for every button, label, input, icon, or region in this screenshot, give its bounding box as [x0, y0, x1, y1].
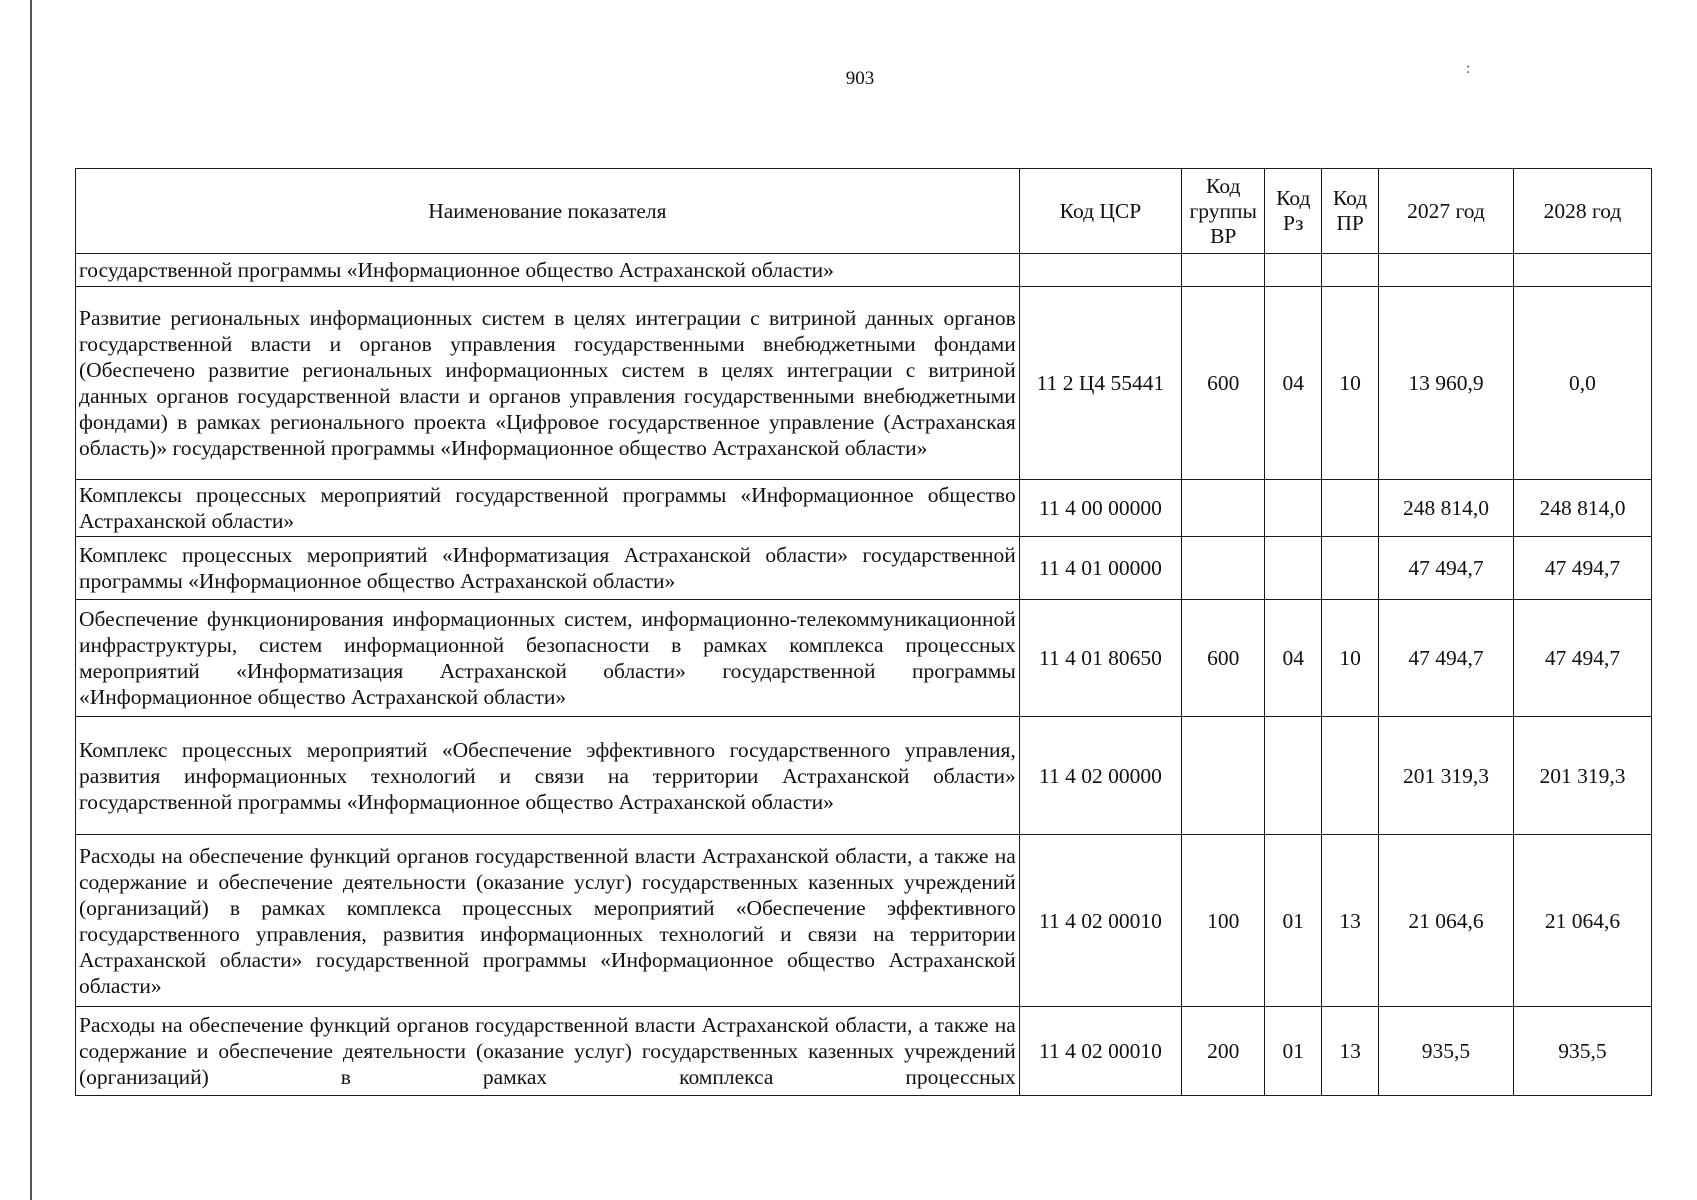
- row-vr: 600: [1182, 287, 1265, 480]
- table-row: [76, 537, 1652, 600]
- row-vr: [1182, 254, 1265, 287]
- row-rz: 04: [1265, 600, 1322, 717]
- row-name: Комплекс процессных мероприятий «Информатизация Астраханской области» государственной программы «Информационное общество Астраханской области»: [76, 537, 1020, 600]
- row-csr: 11 2 Ц4 55441: [1019, 287, 1181, 480]
- table-row: [76, 1007, 1652, 1096]
- row-2028: 201 319,3: [1513, 717, 1651, 835]
- row-vr: [1182, 480, 1265, 537]
- row-rz: 01: [1265, 835, 1322, 1007]
- table-row: [76, 717, 1652, 835]
- row-2028: 47 494,7: [1513, 600, 1651, 717]
- row-pr: 10: [1322, 287, 1379, 480]
- table-row: [76, 600, 1652, 717]
- row-csr: [1019, 254, 1181, 287]
- row-name: государственной программы «Информационное общество Астраханской области»: [76, 254, 1020, 287]
- row-2028: 21 064,6: [1513, 835, 1651, 1007]
- page-number: 903: [845, 68, 875, 89]
- table-header-row: [76, 169, 1652, 254]
- row-pr: 10: [1322, 600, 1379, 717]
- row-name: Комплексы процессных мероприятий государственной программы «Информационное общество Астраханской области»: [76, 480, 1020, 537]
- row-pr: [1322, 480, 1379, 537]
- row-rz: [1265, 537, 1322, 600]
- row-csr: 11 4 01 80650: [1019, 600, 1181, 717]
- row-2027: 47 494,7: [1378, 600, 1513, 717]
- row-rz: [1265, 717, 1322, 835]
- budget-table: [75, 168, 1652, 1096]
- column-header-rz: Код Рз: [1265, 169, 1322, 254]
- row-2027: 13 960,9: [1378, 287, 1513, 480]
- table-row: [76, 287, 1652, 480]
- column-header-csr: Код ЦСР: [1019, 169, 1181, 254]
- row-vr: 600: [1182, 600, 1265, 717]
- row-vr: 100: [1182, 835, 1265, 1007]
- row-name: Расходы на обеспечение функций органов государственной власти Астраханской области, а также на содержание и обеспечение деятельности (оказание услуг) государственных казенных учреждений (организаций) в рамках комплекса процессных: [76, 1007, 1020, 1096]
- row-2027: 201 319,3: [1378, 717, 1513, 835]
- column-header-vr: Код группы ВР: [1182, 169, 1265, 254]
- row-name: Комплекс процессных мероприятий «Обеспечение эффективного государственного управления, развития информационных технологий и связи на территории Астраханской области» государственной программы «Информационное общество Астраханской области»: [76, 717, 1020, 835]
- page-margin-rule: [30, 0, 32, 1200]
- row-2028: 248 814,0: [1513, 480, 1651, 537]
- table-row: [76, 835, 1652, 1007]
- row-rz: 04: [1265, 287, 1322, 480]
- row-vr: [1182, 537, 1265, 600]
- row-csr: 11 4 02 00000: [1019, 717, 1181, 835]
- row-name: Развитие региональных информационных систем в целях интеграции с витриной данных органов государственной власти и органов управления государственными внебюджетными фондами (Обеспечено развитие региональных информационных систем в целях интеграции с витриной данных органов государственной власти и органов управления государственными внебюджетными фондами) в рамках регионального проекта «Цифровое государственное управление (Астраханская область)» государственной программы «Информационное общество Астраханской области»: [76, 287, 1020, 480]
- row-2027: 935,5: [1378, 1007, 1513, 1096]
- scan-mark: :: [1466, 60, 1471, 77]
- row-2028: 47 494,7: [1513, 537, 1651, 600]
- row-rz: [1265, 480, 1322, 537]
- row-csr: 11 4 01 00000: [1019, 537, 1181, 600]
- row-vr: 200: [1182, 1007, 1265, 1096]
- row-name: Расходы на обеспечение функций органов государственной власти Астраханской области, а также на содержание и обеспечение деятельности (оказание услуг) государственных казенных учреждений (организаций) в рамках комплекса процессных мероприятий «Обеспечение эффективного государственного управления, развития информационных технологий и связи на территории Астраханской области» государственной программы «Информационное общество Астраханской области»: [76, 835, 1020, 1007]
- row-csr: 11 4 00 00000: [1019, 480, 1181, 537]
- row-2027: 47 494,7: [1378, 537, 1513, 600]
- row-2028: [1513, 254, 1651, 287]
- column-header-name: Наименование показателя: [76, 169, 1020, 254]
- table-row: [76, 480, 1652, 537]
- row-2027: 248 814,0: [1378, 480, 1513, 537]
- row-pr: 13: [1322, 1007, 1379, 1096]
- row-2028: 935,5: [1513, 1007, 1651, 1096]
- row-2027: 21 064,6: [1378, 835, 1513, 1007]
- row-2028: 0,0: [1513, 287, 1651, 480]
- row-name: Обеспечение функционирования информационных систем, информационно-телекоммуникационной инфраструктуры, систем информационной безопасности в рамках комплекса процессных мероприятий «Информатизация Астраханской области» государственной программы «Информационное общество Астраханской области»: [76, 600, 1020, 717]
- row-2027: [1378, 254, 1513, 287]
- row-csr: 11 4 02 00010: [1019, 835, 1181, 1007]
- column-header-2028: 2028 год: [1513, 169, 1651, 254]
- row-pr: 13: [1322, 835, 1379, 1007]
- row-pr: [1322, 537, 1379, 600]
- row-pr: [1322, 717, 1379, 835]
- row-vr: [1182, 717, 1265, 835]
- table-row: [76, 254, 1652, 287]
- row-csr: 11 4 02 00010: [1019, 1007, 1181, 1096]
- row-pr: [1322, 254, 1379, 287]
- row-rz: [1265, 254, 1322, 287]
- column-header-2027: 2027 год: [1378, 169, 1513, 254]
- row-rz: 01: [1265, 1007, 1322, 1096]
- column-header-pr: Код ПР: [1322, 169, 1379, 254]
